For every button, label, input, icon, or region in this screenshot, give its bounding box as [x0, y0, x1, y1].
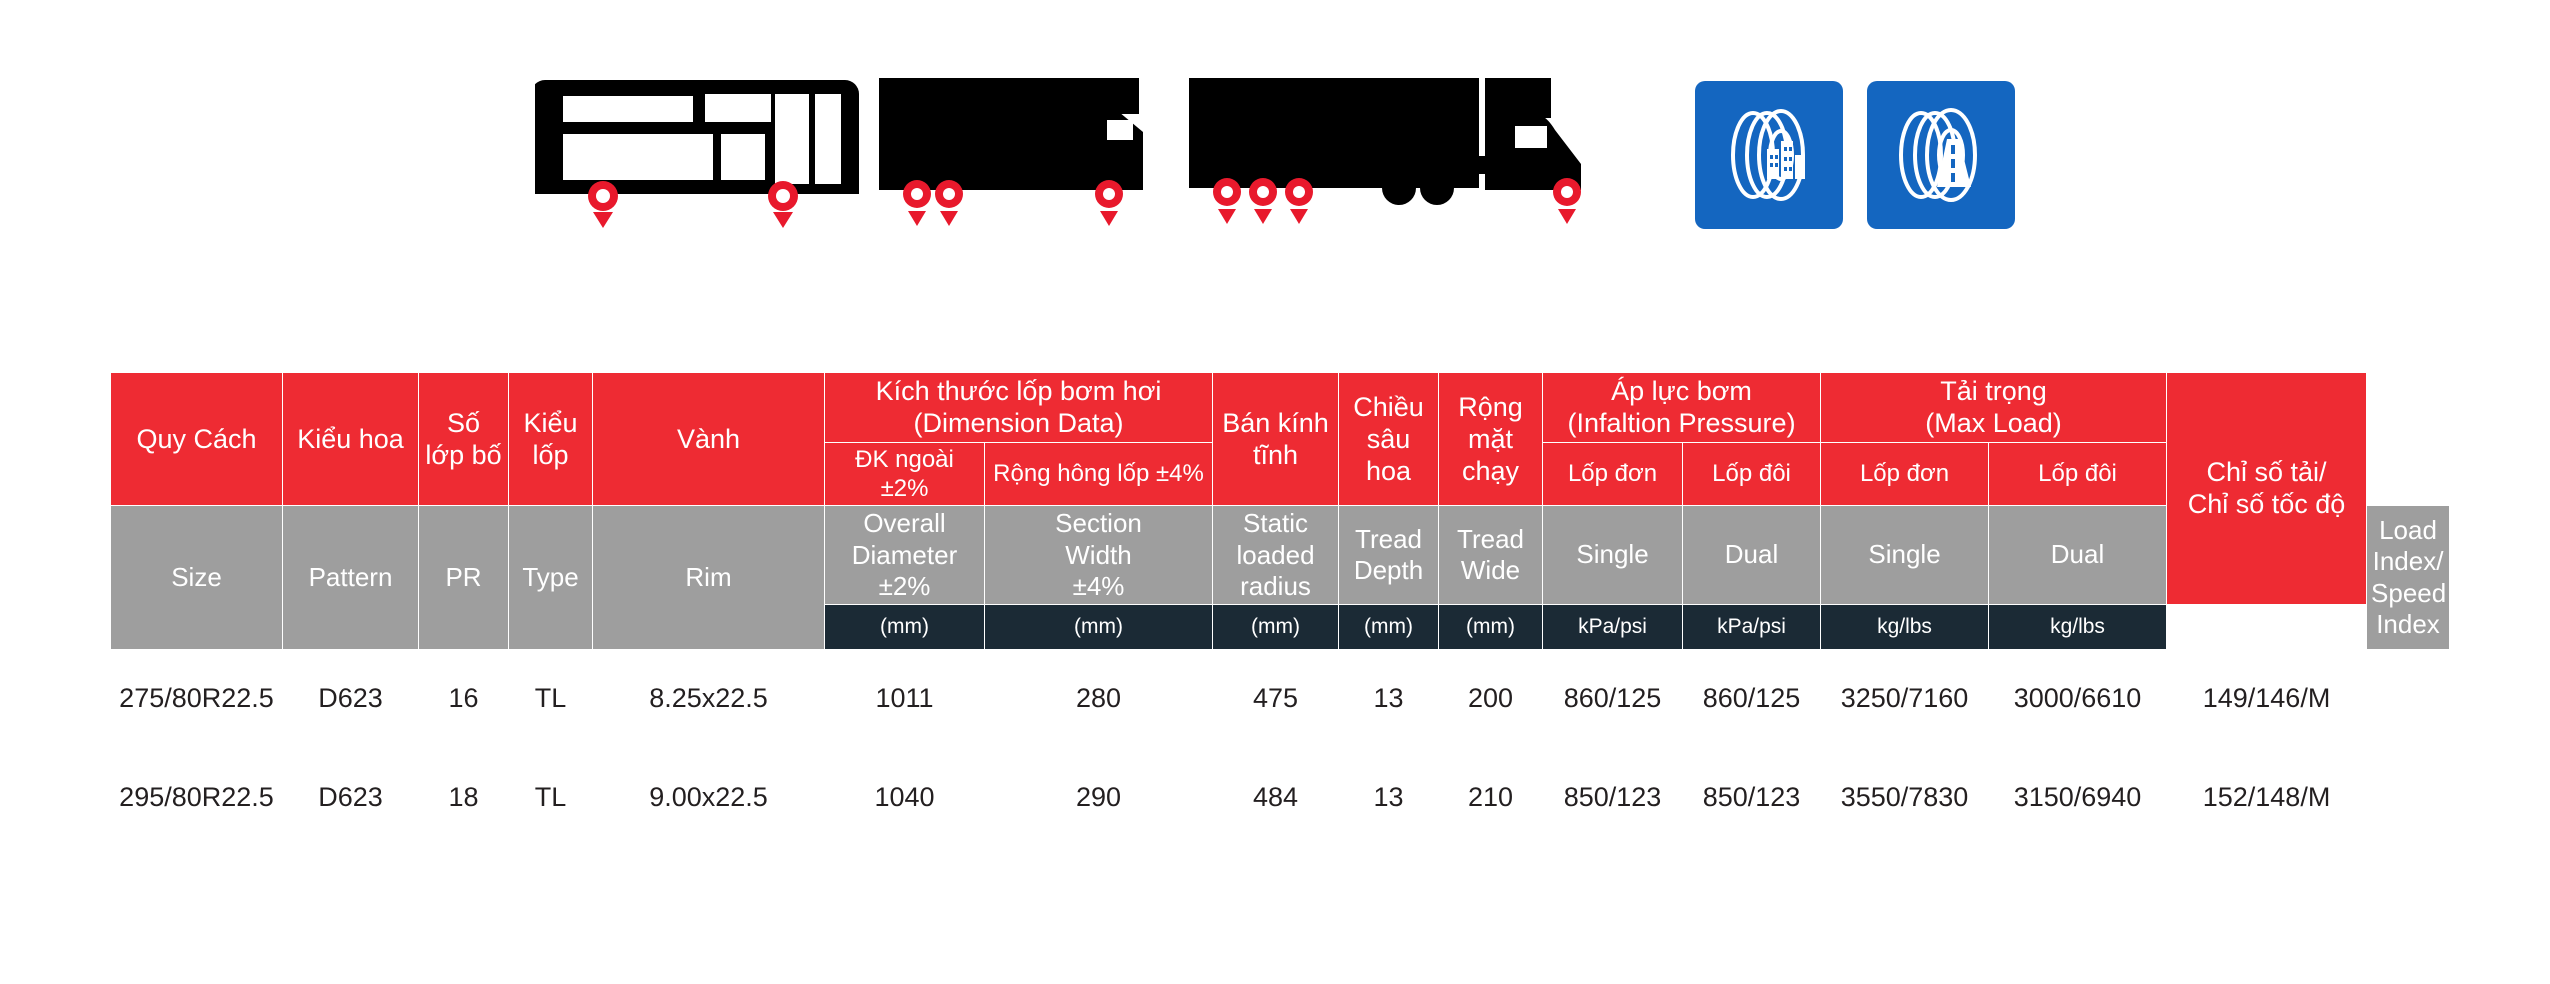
header-overall-diameter-en: Overall Diameter ±2% — [825, 506, 985, 605]
header-load-dual-en: Dual — [1989, 506, 2167, 605]
header-type-vn: Kiểu lốp — [509, 373, 593, 506]
cell-pressure-single: 860/125 — [1543, 649, 1683, 748]
cell-load-single: 3550/7830 — [1821, 748, 1989, 847]
header-size-en: Size — [111, 506, 283, 650]
header-pr-vn: Số lớp bố — [419, 373, 509, 506]
cell-pattern: D623 — [283, 748, 419, 847]
application-badges — [1695, 81, 2015, 229]
header-section-width-vn: Rộng hông lốp ±4% — [985, 442, 1213, 506]
header-pressure-single-vn: Lốp đơn — [1543, 442, 1683, 506]
cell-tread-wide: 200 — [1439, 649, 1543, 748]
unit-load-dual: kg/lbs — [1989, 604, 2167, 649]
wheel-marker — [1213, 178, 1241, 224]
header-dimension-group-vn: Kích thước lốp bơm hơi (Dimension Data) — [825, 373, 1213, 443]
header-load-single-vn: Lốp đơn — [1821, 442, 1989, 506]
header-static-radius-en: Static loaded radius — [1213, 506, 1339, 605]
header-pr-en: PR — [419, 506, 509, 650]
cell-load-single: 3250/7160 — [1821, 649, 1989, 748]
header-pressure-single-en: Single — [1543, 506, 1683, 605]
header-index-en: Load Index/ Speed Index — [2367, 506, 2450, 650]
cell-pressure-single: 850/123 — [1543, 748, 1683, 847]
cell-index: 152/148/M — [2167, 748, 2367, 847]
header-section-width-en: Section Width ±4% — [985, 506, 1213, 605]
table-row — [111, 649, 2450, 748]
cell-rim: 9.00x22.5 — [593, 748, 825, 847]
header-size-vn: Quy Cách — [111, 373, 283, 506]
city-bus-silhouette — [535, 60, 875, 250]
wheel-marker — [935, 180, 963, 226]
header-rim-en: Rim — [593, 506, 825, 650]
cell-type: TL — [509, 649, 593, 748]
semi-trailer-truck-silhouette — [1185, 60, 1655, 250]
header-row-vietnamese-top — [111, 373, 2450, 443]
rigid-truck-silhouette — [875, 60, 1185, 250]
unit-tread-wide: (mm) — [1439, 604, 1543, 649]
tyre-spec-table — [110, 372, 2450, 848]
unit-static-radius: (mm) — [1213, 604, 1339, 649]
tyre-highway-badge — [1867, 81, 2015, 229]
unit-section-width: (mm) — [985, 604, 1213, 649]
wheel-marker — [1095, 180, 1123, 226]
wheel-marker — [1285, 178, 1313, 224]
cell-pressure-dual: 860/125 — [1683, 649, 1821, 748]
cell-load-dual: 3000/6610 — [1989, 649, 2167, 748]
header-load-dual-vn: Lốp đôi — [1989, 442, 2167, 506]
tyre-city-badge — [1695, 81, 1843, 229]
table-row — [111, 748, 2450, 847]
header-rim-vn: Vành — [593, 373, 825, 506]
header-overall-diameter-vn: ĐK ngoài ±2% — [825, 442, 985, 506]
header-row-english — [111, 506, 2450, 605]
cell-size: 275/80R22.5 — [111, 649, 283, 748]
header-index-vn: Chỉ số tải/ Chỉ số tốc độ — [2167, 373, 2367, 605]
cell-load-dual: 3150/6940 — [1989, 748, 2167, 847]
cell-overall-diameter: 1040 — [825, 748, 985, 847]
header-pressure-dual-en: Dual — [1683, 506, 1821, 605]
cell-type: TL — [509, 748, 593, 847]
header-type-en: Type — [509, 506, 593, 650]
cell-size: 295/80R22.5 — [111, 748, 283, 847]
cell-static-radius: 475 — [1213, 649, 1339, 748]
header-tread-wide-en: Tread Wide — [1439, 506, 1543, 605]
header-load-single-en: Single — [1821, 506, 1989, 605]
cell-pattern: D623 — [283, 649, 419, 748]
unit-pressure-dual: kPa/psi — [1683, 604, 1821, 649]
vehicle-illustration-strip — [0, 40, 2550, 270]
cell-tread-wide: 210 — [1439, 748, 1543, 847]
header-static-radius-vn: Bán kính tĩnh — [1213, 373, 1339, 506]
header-pattern-vn: Kiểu hoa — [283, 373, 419, 506]
unit-overall-diameter: (mm) — [825, 604, 985, 649]
cell-section-width: 280 — [985, 649, 1213, 748]
unit-load-single: kg/lbs — [1821, 604, 1989, 649]
wheel-marker — [588, 181, 618, 228]
cell-rim: 8.25x22.5 — [593, 649, 825, 748]
header-tread-depth-vn: Chiều sâu hoa — [1339, 373, 1439, 506]
header-pressure-group-vn: Áp lực bơm (Infaltion Pressure) — [1543, 373, 1821, 443]
header-load-group-vn: Tải trọng (Max Load) — [1821, 373, 2167, 443]
header-tread-wide-vn: Rộng mặt chạy — [1439, 373, 1543, 506]
cell-section-width: 290 — [985, 748, 1213, 847]
cell-pressure-dual: 850/123 — [1683, 748, 1821, 847]
cell-pr: 16 — [419, 649, 509, 748]
wheel-marker — [1553, 178, 1581, 224]
cell-pr: 18 — [419, 748, 509, 847]
cell-overall-diameter: 1011 — [825, 649, 985, 748]
cell-static-radius: 484 — [1213, 748, 1339, 847]
header-tread-depth-en: Tread Depth — [1339, 506, 1439, 605]
cell-tread-depth: 13 — [1339, 649, 1439, 748]
tyre-spec-table-wrapper — [110, 372, 2450, 848]
unit-tread-depth: (mm) — [1339, 604, 1439, 649]
cell-index: 149/146/M — [2167, 649, 2367, 748]
wheel-marker — [768, 181, 798, 228]
wheel-marker — [903, 180, 931, 226]
cell-tread-depth: 13 — [1339, 748, 1439, 847]
header-pressure-dual-vn: Lốp đôi — [1683, 442, 1821, 506]
header-pattern-en: Pattern — [283, 506, 419, 650]
wheel-marker — [1249, 178, 1277, 224]
unit-pressure-single: kPa/psi — [1543, 604, 1683, 649]
